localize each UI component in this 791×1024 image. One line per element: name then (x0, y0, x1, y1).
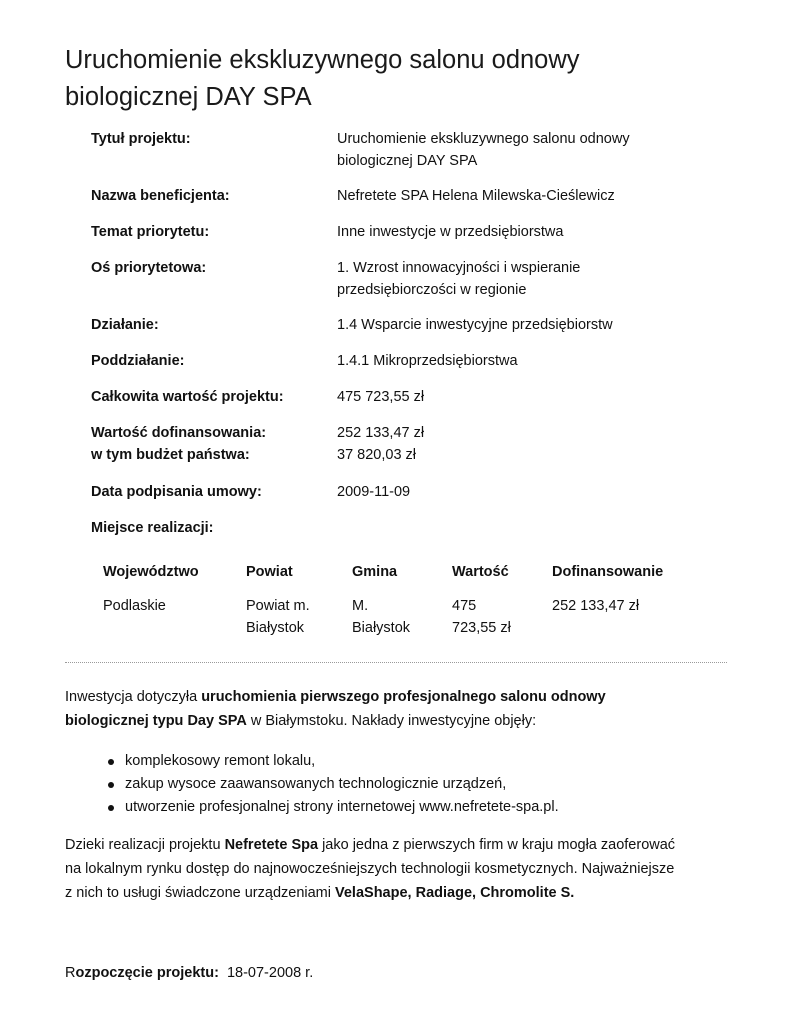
intro-line-1 (65, 685, 735, 709)
cell-value-line-2: 723,55 zł (452, 620, 511, 636)
section-divider (65, 662, 727, 663)
intro-bold-2: biologicznej typu Day SPA (65, 713, 247, 729)
cell-value (452, 595, 511, 639)
action-label: Działanie: (91, 317, 159, 333)
beneficiary-value: Nefretete SPA Helena Milewska-Cieślewicz (337, 188, 615, 204)
total-value-value: 475 723,55 zł (337, 389, 425, 405)
cofinancing-value (337, 422, 677, 466)
header-voivodeship: Województwo (103, 564, 199, 580)
cofinancing-label-line-2: w tym budżet państwa: (91, 447, 250, 463)
cell-cofinancing: 252 133,47 zł (552, 598, 640, 614)
cell-commune-line-1: M. (352, 598, 369, 614)
intro-line-2 (65, 709, 735, 733)
results-line-3 (65, 881, 735, 905)
page-title-line-2: biologicznej DAY SPA (65, 83, 312, 111)
header-cofinancing: Dofinansowanie (552, 564, 664, 580)
results-line-3-pre: z nich to usługi świadczone urządzeniami (65, 885, 335, 901)
action-value: 1.4 Wsparcie inwestycyjne przedsiębiorstw (337, 317, 613, 333)
subaction-value: 1.4.1 Mikroprzedsiębiorstwa (337, 353, 518, 369)
project-start-label: ozpoczęcie projektu: (75, 965, 219, 981)
place-label: Miejsce realizacji: (91, 520, 214, 536)
bullet-icon (108, 782, 114, 788)
cofinancing-label-line-1: Wartość dofinansowania: (91, 425, 267, 441)
beneficiary-label: Nazwa beneficjenta: (91, 188, 230, 204)
cell-county-line-1: Powiat m. (246, 598, 310, 614)
intro-bold-1: uruchomienia pierwszego profesjonalnego salonu odnowy (201, 689, 606, 705)
results-line-1-bold: Nefretete Spa (224, 837, 319, 853)
results-line-1-pre: Dzieki realizacji projektu (65, 837, 225, 853)
list-item (65, 750, 559, 773)
intro-post: w Białymstoku. Nakłady inwestycyjne objęły: (246, 713, 537, 729)
project-start (65, 962, 313, 984)
list-item-text: komplekosowy remont lokalu, (125, 753, 316, 769)
header-county: Powiat (246, 564, 293, 580)
cell-voivodeship: Podlaskie (103, 598, 166, 614)
intro-pre: Inwestycja dotyczyła (65, 689, 202, 705)
project-title-value-line-2: biologicznej DAY SPA (337, 153, 478, 169)
subaction-label: Poddziałanie: (91, 353, 185, 369)
bullet-icon (108, 759, 114, 765)
results-line-3-bold: VelaShape, Radiage, Chromolite S. (335, 885, 575, 901)
project-start-label-first: R (65, 965, 76, 981)
intro-paragraph (65, 685, 735, 733)
cell-value-line-1: 475 (452, 598, 477, 614)
cell-commune-line-2: Białystok (352, 620, 411, 636)
bullet-icon (108, 805, 114, 811)
list-item (65, 796, 559, 819)
cofinancing-value-line-2: 37 820,03 zł (337, 447, 417, 463)
cell-county (246, 595, 310, 639)
project-title-value-line-1: Uruchomienie ekskluzywnego salonu odnowy (337, 131, 630, 147)
cell-county-line-2: Białystok (246, 620, 305, 636)
priority-topic-label: Temat priorytetu: (91, 224, 210, 240)
signed-date-value: 2009-11-09 (337, 484, 411, 500)
results-line-1-post: jako jedna z pierwszych firm w kraju mogła zaoferować (318, 837, 676, 853)
page-title (65, 42, 745, 116)
list-item-text: zakup wysoce zaawansowanych technologicznie urządzeń, (125, 776, 507, 792)
priority-axis-value-line-1: 1. Wzrost innowacyjności i wspieranie (337, 260, 581, 276)
cofinancing-label (91, 422, 336, 466)
project-title-value (337, 128, 677, 172)
list-item (65, 773, 559, 796)
priority-axis-label: Oś priorytetowa: (91, 260, 207, 276)
project-title-label: Tytuł projektu: (91, 131, 191, 147)
header-commune: Gmina (352, 564, 398, 580)
priority-axis-value (337, 257, 677, 301)
results-paragraph (65, 833, 735, 905)
signed-date-label: Data podpisania umowy: (91, 484, 262, 500)
priority-axis-value-line-2: przedsiębiorczości w regionie (337, 282, 527, 298)
total-value-label: Całkowita wartość projektu: (91, 389, 284, 405)
results-line-1 (65, 833, 735, 857)
list-item-text: utworzenie profesjonalnej strony internetowej www.nefretete-spa.pl. (125, 799, 559, 815)
priority-topic-value: Inne inwestycje w przedsiębiorstwa (337, 224, 564, 240)
project-start-value: 18-07-2008 r. (226, 965, 314, 981)
investment-list (65, 750, 559, 819)
cell-commune (352, 595, 410, 639)
cofinancing-value-line-1: 252 133,47 zł (337, 425, 425, 441)
header-value: Wartość (452, 564, 509, 580)
page-title-line-1: Uruchomienie ekskluzywnego salonu odnowy (65, 46, 580, 74)
results-line-2: na lokalnym rynku dostęp do najnowocześniejszych technologii kosmetycznych. Najważniejsze (65, 861, 675, 877)
